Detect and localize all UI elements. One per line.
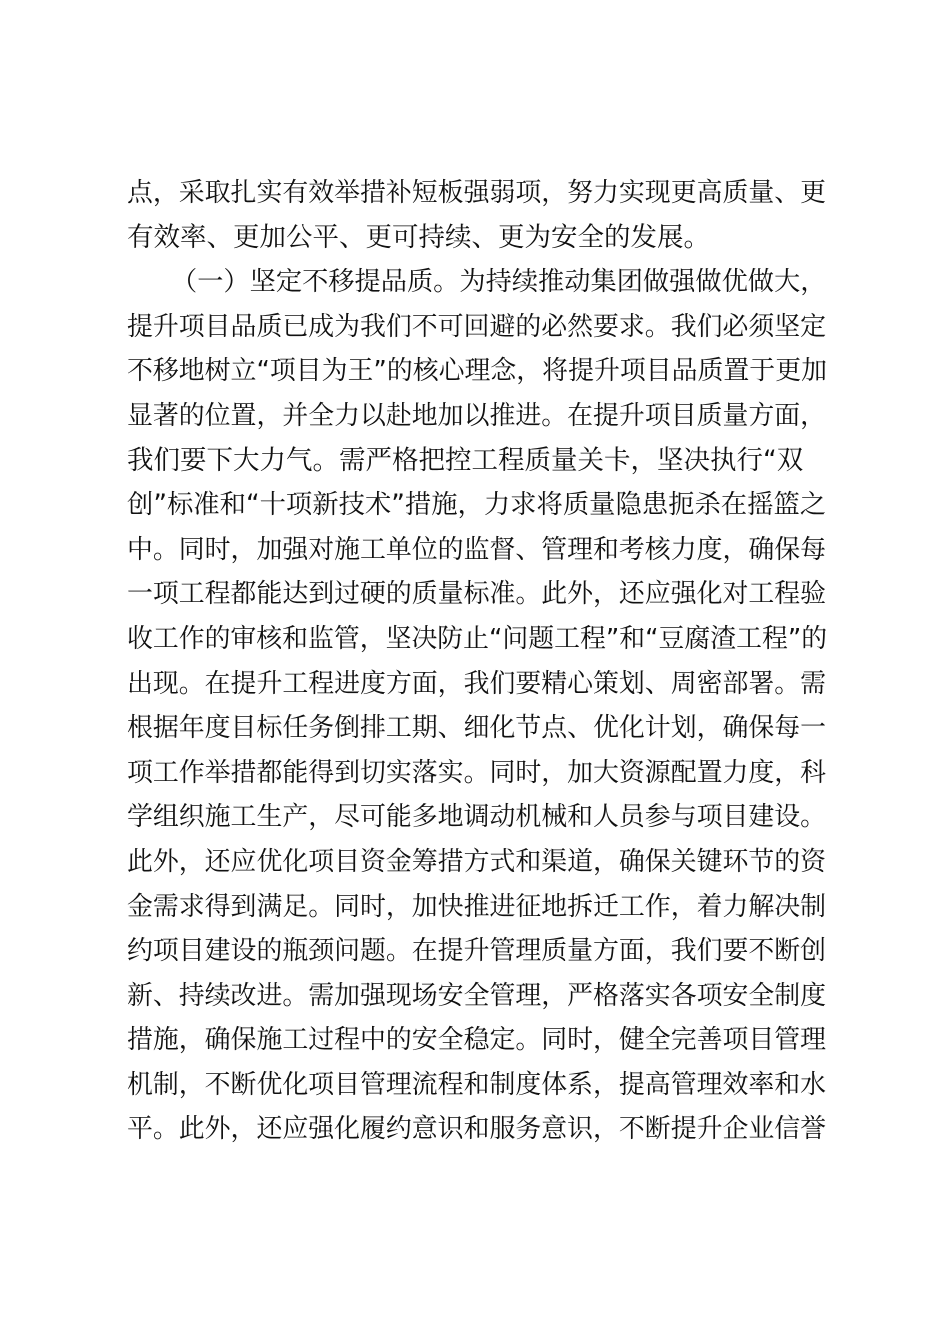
text-line: 收工作的审核和监管，坚决防止“问题工程”和“豆腐渣工程”的 — [127, 623, 828, 654]
text-line: 学组织施工生产，尽可能多地调动机械和人员参与项目建设。 — [127, 802, 827, 833]
text-line: 项工作举措都能得到切实落实。同时，加大资源配置力度，科 — [127, 757, 827, 788]
body-paragraphs — [127, 171, 827, 1152]
text-line: 此外，还应优化项目资金筹措方式和渠道，确保关键环节的资 — [127, 846, 827, 877]
section-heading-line: （一）坚定不移提品质。为持续推动集团做强做优做大， — [171, 267, 827, 298]
text-line: 平。此外，还应强化履约意识和服务意识，不断提升企业信誉 — [127, 1114, 827, 1145]
text-line: 提升项目品质已成为我们不可回避的必然要求。我们必须坚定 — [127, 311, 827, 342]
text-line: 一项工程都能达到过硬的质量标准。此外，还应强化对工程验 — [127, 579, 827, 610]
text-line: 出现。在提升工程进度方面，我们要精心策划、周密部署。需 — [127, 668, 827, 699]
text-line: 创”标准和“十项新技术”措施，力求将质量隐患扼杀在摇篮之 — [127, 490, 827, 521]
text-line: 措施，确保施工过程中的安全稳定。同时，健全完善项目管理 — [127, 1025, 827, 1056]
text-line: 不移地树立“项目为王”的核心理念，将提升项目品质置于更加 — [127, 356, 827, 387]
text-line: 我们要下大力气。需严格把控工程质量关卡，坚决执行“双 — [127, 444, 804, 476]
text-line: 机制，不断优化项目管理流程和制度体系，提高管理效率和水 — [127, 1069, 827, 1100]
text-line: 显著的位置，并全力以赴地加以推进。在提升项目质量方面， — [127, 400, 827, 431]
text-line: 约项目建设的瓶颈问题。在提升管理质量方面，我们要不断创 — [127, 936, 827, 967]
text-line: 金需求得到满足。同时，加快推进征地拆迁工作，着力解决制 — [127, 891, 827, 922]
text-line: 中。同时，加强对施工单位的监督、管理和考核力度，确保每 — [127, 534, 827, 565]
text-line: 新、持续改进。需加强现场安全管理，严格落实各项安全制度 — [127, 980, 827, 1011]
text-line: 根据年度目标任务倒排工期、细化节点、优化计划，确保每一 — [127, 713, 827, 744]
text-line: 有效率、更加公平、更可持续、更为安全的发展。 — [127, 221, 710, 253]
text-line: 点，采取扎实有效举措补短板强弱项，努力实现更高质量、更 — [127, 178, 827, 208]
